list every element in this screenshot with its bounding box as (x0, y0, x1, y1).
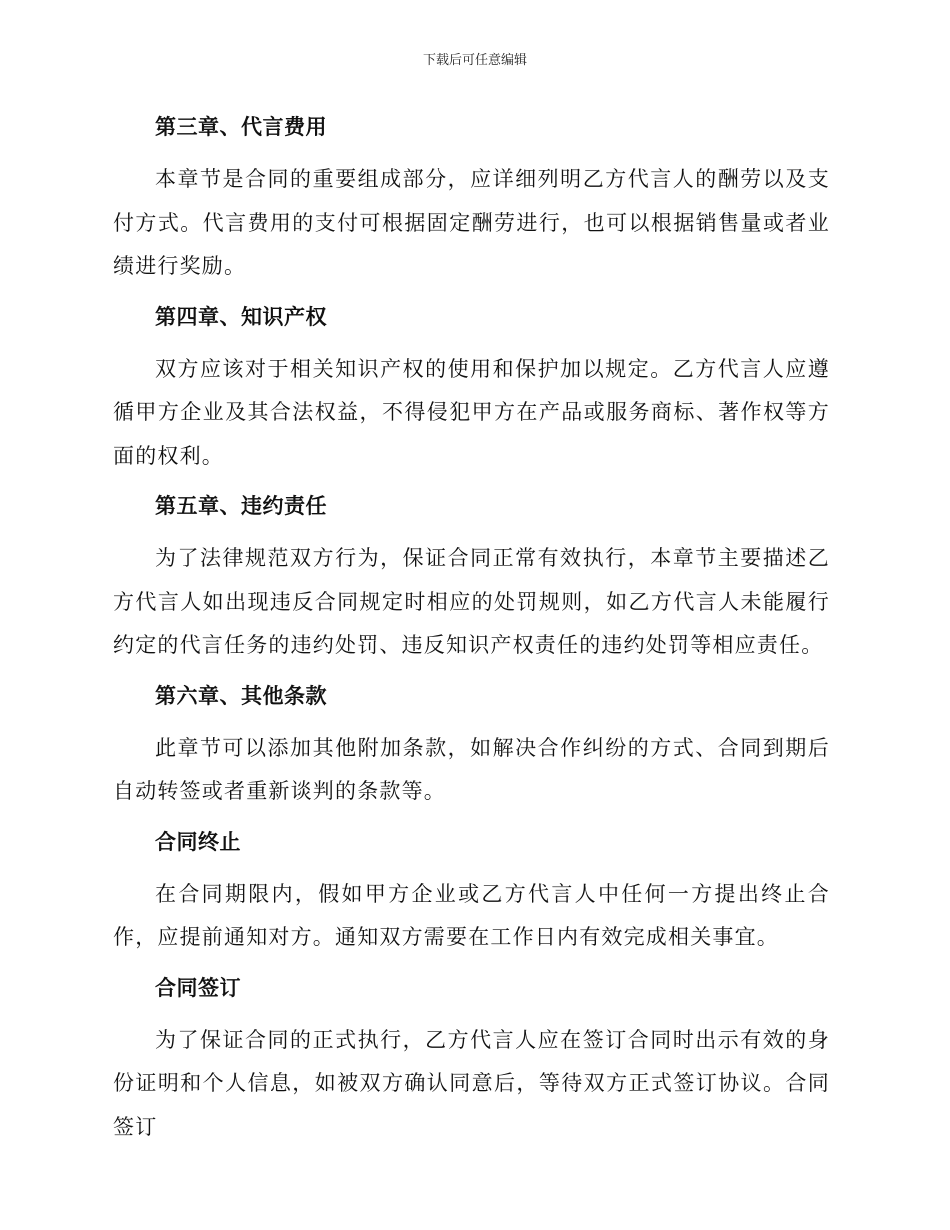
section-paragraph: 双方应该对于相关知识产权的使用和保护加以规定。乙方代言人应遵循甲方企业及其合法权益，不得侵犯甲方在产品或服务商标、著作权等方面的权利。 (113, 356, 830, 468)
section-chapter-5 (113, 489, 830, 668)
section-chapter-6 (113, 679, 830, 814)
section-heading: 第五章、违约责任 (155, 494, 327, 518)
page-header: 下载后可任意编辑 (422, 53, 527, 68)
section-paragraph: 本章节是合同的重要组成部分，应详细列明乙方代言人的酬劳以及支付方式。代言费用的支付可根据固定酬劳进行，也可以根据销售量或者业绩进行奖励。 (113, 167, 830, 278)
document-body (113, 110, 830, 1160)
section-paragraph: 在合同期限内，假如甲方企业或乙方代言人中任何一方提出终止合作，应提前通知对方。通知双方需要在工作日内有效完成相关事宜。 (113, 881, 830, 949)
section-paragraph: 为了保证合同的正式执行，乙方代言人应在签订合同时出示有效的身份证明和个人信息，如被双方确认同意后，等待双方正式签订协议。合同签订 (113, 1027, 830, 1139)
section-chapter-3 (113, 110, 830, 289)
section-heading: 第四章、知识产权 (155, 304, 327, 329)
section-termination (113, 825, 830, 960)
section-heading: 第六章、其他条款 (155, 683, 327, 708)
section-paragraph: 此章节可以添加其他附加条款，如解决合作纠纷的方式、合同到期后自动转签或者重新谈判的条款等。 (113, 735, 830, 803)
section-signing (113, 971, 830, 1150)
section-heading: 合同终止 (155, 829, 241, 854)
section-paragraph: 为了法律规范双方行为，保证合同正常有效执行，本章节主要描述乙方代言人如出现违反合同规定时相应的处罚规则，如乙方代言人未能履行约定的代言任务的违约处罚、违反知识产权责任的违约处罚等相应责任。 (113, 546, 830, 657)
section-chapter-4 (113, 300, 830, 479)
section-heading: 合同签订 (155, 975, 241, 1000)
section-heading: 第三章、代言费用 (155, 115, 327, 139)
